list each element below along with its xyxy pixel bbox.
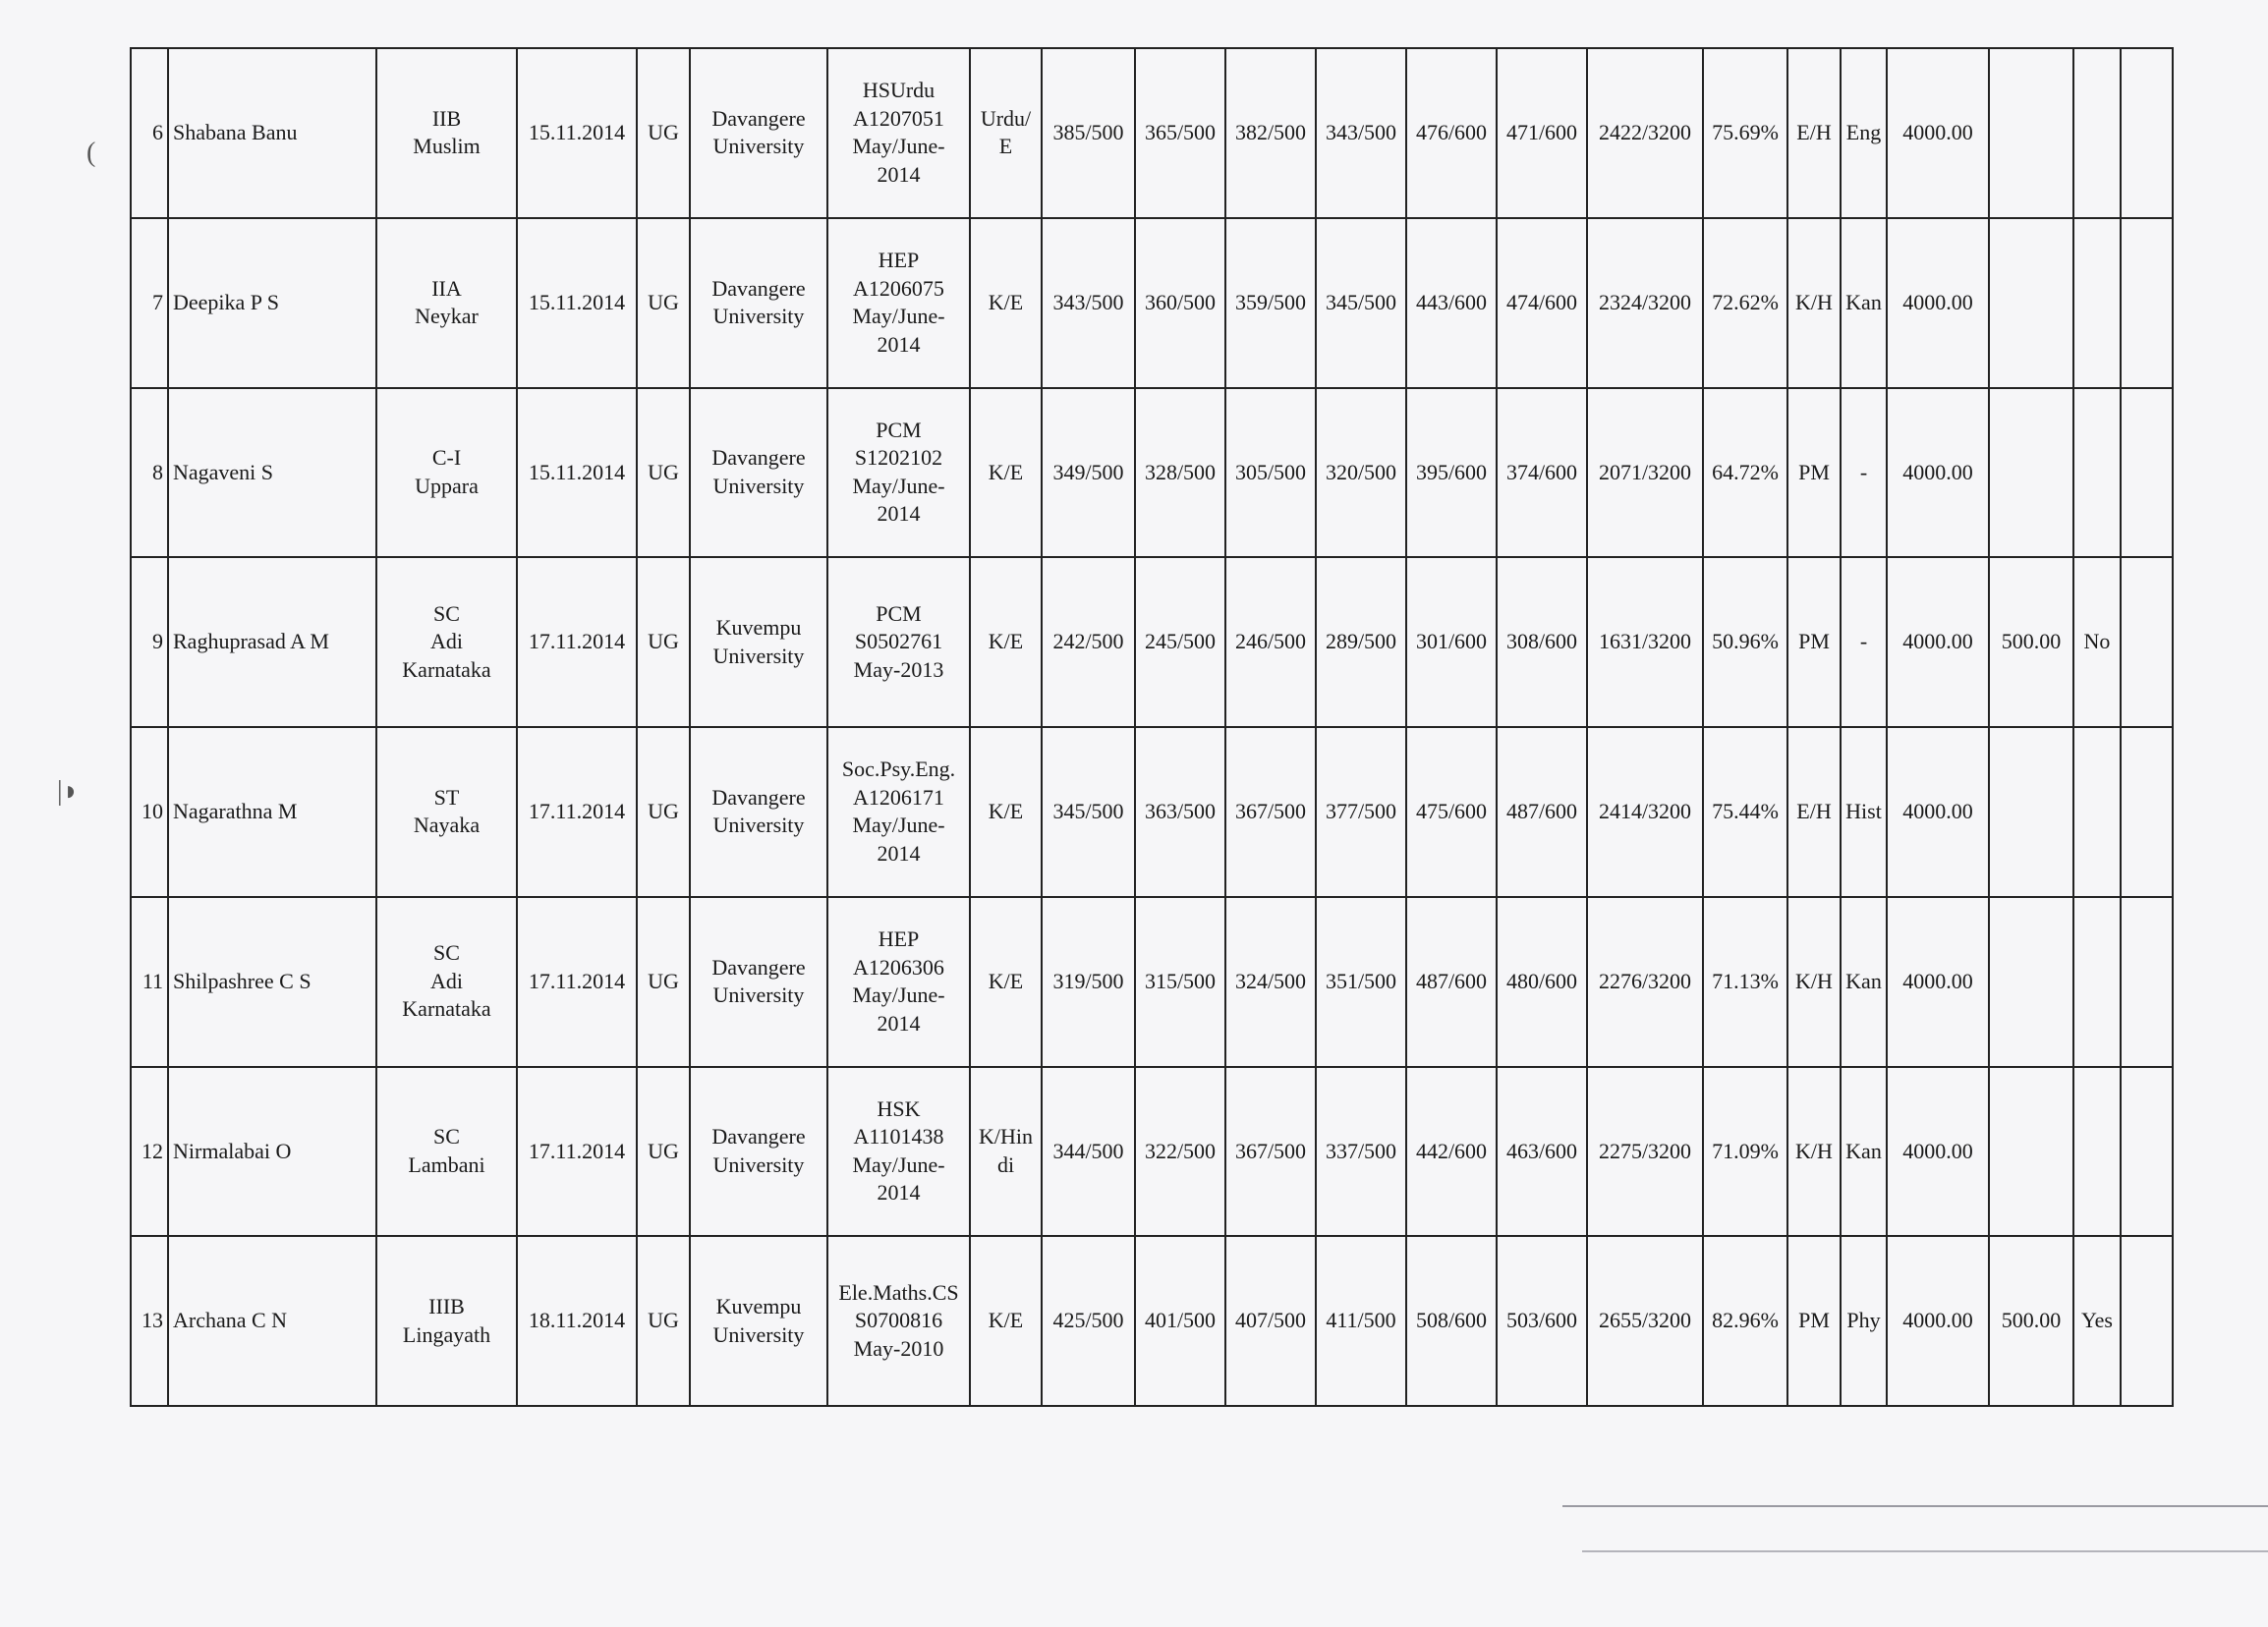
scan-artifact-line [1562, 1505, 2268, 1507]
medium-cell: K/E [970, 727, 1042, 897]
marks-cell: 322/500 [1135, 1067, 1225, 1237]
application-date-cell: 17.11.2014 [517, 727, 637, 897]
marks-cell: 365/500 [1135, 48, 1225, 218]
blank-cell [2121, 727, 2173, 897]
total-marks-cell: 2275/3200 [1587, 1067, 1703, 1237]
marks-cell: 351/500 [1316, 897, 1406, 1067]
course-details-cell: HEP A1206075 May/June- 2014 [827, 218, 970, 388]
medium-cell: K/E [970, 897, 1042, 1067]
marks-cell: 374/600 [1497, 388, 1587, 558]
subject-combination-cell: E/H [1787, 48, 1841, 218]
percentage-cell: 50.96% [1703, 557, 1787, 727]
amount-cell: 4000.00 [1887, 727, 1989, 897]
percentage-cell: 75.44% [1703, 727, 1787, 897]
marks-cell: 367/500 [1225, 1067, 1316, 1237]
marks-cell: 320/500 [1316, 388, 1406, 558]
total-marks-cell: 1631/3200 [1587, 557, 1703, 727]
serial-number-cell: 7 [131, 218, 168, 388]
university-cell: Davangere University [690, 727, 827, 897]
marks-cell: 476/600 [1406, 48, 1497, 218]
course-level-cell: UG [637, 48, 690, 218]
marks-cell: 343/500 [1316, 48, 1406, 218]
university-cell: Davangere University [690, 48, 827, 218]
university-cell: Davangere University [690, 388, 827, 558]
punch-hole-mark: |◗ [57, 776, 80, 807]
course-level-cell: UG [637, 1236, 690, 1406]
course-level-cell: UG [637, 897, 690, 1067]
amount-cell: 4000.00 [1887, 557, 1989, 727]
marks-cell: 377/500 [1316, 727, 1406, 897]
marks-cell: 345/500 [1042, 727, 1135, 897]
marks-table [130, 47, 2174, 1407]
medium-cell: K/Hin di [970, 1067, 1042, 1237]
subject-combination-cell: PM [1787, 557, 1841, 727]
marks-cell: 328/500 [1135, 388, 1225, 558]
serial-number-cell: 9 [131, 557, 168, 727]
subject-combination-cell: E/H [1787, 727, 1841, 897]
marks-cell: 503/600 [1497, 1236, 1587, 1406]
total-marks-cell: 2414/3200 [1587, 727, 1703, 897]
marks-cell: 245/500 [1135, 557, 1225, 727]
marks-cell: 308/600 [1497, 557, 1587, 727]
marks-cell: 407/500 [1225, 1236, 1316, 1406]
subject-cell: - [1841, 557, 1887, 727]
student-name-cell: Nagarathna M [168, 727, 376, 897]
marks-cell: 324/500 [1225, 897, 1316, 1067]
marks-cell: 385/500 [1042, 48, 1135, 218]
serial-number-cell: 13 [131, 1236, 168, 1406]
marks-cell: 344/500 [1042, 1067, 1135, 1237]
medium-cell: K/E [970, 388, 1042, 558]
amount-cell: 4000.00 [1887, 388, 1989, 558]
student-name-cell: Nirmalabai O [168, 1067, 376, 1237]
subject-combination-cell: PM [1787, 1236, 1841, 1406]
application-date-cell: 18.11.2014 [517, 1236, 637, 1406]
total-marks-cell: 2071/3200 [1587, 388, 1703, 558]
punch-hole-mark: ( [86, 138, 96, 168]
course-details-cell: PCM S0502761 May-2013 [827, 557, 970, 727]
marks-cell: 401/500 [1135, 1236, 1225, 1406]
marks-cell: 363/500 [1135, 727, 1225, 897]
marks-cell: 382/500 [1225, 48, 1316, 218]
medium-cell: K/E [970, 218, 1042, 388]
table-row [131, 48, 2173, 218]
student-name-cell: Shabana Banu [168, 48, 376, 218]
total-marks-cell: 2422/3200 [1587, 48, 1703, 218]
marks-cell: 315/500 [1135, 897, 1225, 1067]
extra-amount-cell [1989, 1067, 2073, 1237]
blank-cell [2121, 1067, 2173, 1237]
subject-combination-cell: K/H [1787, 897, 1841, 1067]
table-row [131, 1236, 2173, 1406]
university-cell: Davangere University [690, 1067, 827, 1237]
student-name-cell: Archana C N [168, 1236, 376, 1406]
marks-cell: 463/600 [1497, 1067, 1587, 1237]
course-details-cell: HSK A1101438 May/June- 2014 [827, 1067, 970, 1237]
subject-cell: Kan [1841, 897, 1887, 1067]
subject-cell: - [1841, 388, 1887, 558]
marks-cell: 475/600 [1406, 727, 1497, 897]
application-date-cell: 15.11.2014 [517, 218, 637, 388]
marks-cell: 474/600 [1497, 218, 1587, 388]
marks-cell: 425/500 [1042, 1236, 1135, 1406]
medium-cell: Urdu/ E [970, 48, 1042, 218]
extra-amount-cell: 500.00 [1989, 1236, 2073, 1406]
marks-cell: 289/500 [1316, 557, 1406, 727]
course-level-cell: UG [637, 557, 690, 727]
application-date-cell: 17.11.2014 [517, 557, 637, 727]
category-cell: SC Adi Karnataka [376, 557, 517, 727]
course-level-cell: UG [637, 388, 690, 558]
course-level-cell: UG [637, 1067, 690, 1237]
course-details-cell: HSUrdu A1207051 May/June- 2014 [827, 48, 970, 218]
marks-cell: 395/600 [1406, 388, 1497, 558]
extra-amount-cell [1989, 727, 2073, 897]
blank-cell [2121, 557, 2173, 727]
percentage-cell: 72.62% [1703, 218, 1787, 388]
marks-cell: 471/600 [1497, 48, 1587, 218]
percentage-cell: 71.13% [1703, 897, 1787, 1067]
student-name-cell: Deepika P S [168, 218, 376, 388]
extra-amount-cell [1989, 897, 2073, 1067]
medium-cell: K/E [970, 557, 1042, 727]
marks-cell: 305/500 [1225, 388, 1316, 558]
marks-cell: 246/500 [1225, 557, 1316, 727]
subject-cell: Eng [1841, 48, 1887, 218]
marks-cell: 359/500 [1225, 218, 1316, 388]
table-row [131, 1067, 2173, 1237]
category-cell: C-I Uppara [376, 388, 517, 558]
flag-cell [2073, 218, 2121, 388]
blank-cell [2121, 388, 2173, 558]
subject-combination-cell: K/H [1787, 1067, 1841, 1237]
amount-cell: 4000.00 [1887, 1236, 1989, 1406]
serial-number-cell: 8 [131, 388, 168, 558]
category-cell: SC Adi Karnataka [376, 897, 517, 1067]
extra-amount-cell [1989, 48, 2073, 218]
table-row [131, 557, 2173, 727]
university-cell: Davangere University [690, 218, 827, 388]
table-row [131, 218, 2173, 388]
marks-cell: 319/500 [1042, 897, 1135, 1067]
application-date-cell: 15.11.2014 [517, 48, 637, 218]
marks-cell: 411/500 [1316, 1236, 1406, 1406]
marks-cell: 345/500 [1316, 218, 1406, 388]
serial-number-cell: 6 [131, 48, 168, 218]
marks-cell: 487/600 [1497, 727, 1587, 897]
table-body [131, 48, 2173, 1406]
amount-cell: 4000.00 [1887, 897, 1989, 1067]
marks-cell: 349/500 [1042, 388, 1135, 558]
flag-cell [2073, 1067, 2121, 1237]
total-marks-cell: 2276/3200 [1587, 897, 1703, 1067]
serial-number-cell: 12 [131, 1067, 168, 1237]
course-details-cell: Ele.Maths.CS S0700816 May-2010 [827, 1236, 970, 1406]
course-level-cell: UG [637, 218, 690, 388]
total-marks-cell: 2324/3200 [1587, 218, 1703, 388]
marks-cell: 301/600 [1406, 557, 1497, 727]
marks-cell: 360/500 [1135, 218, 1225, 388]
subject-combination-cell: K/H [1787, 218, 1841, 388]
amount-cell: 4000.00 [1887, 218, 1989, 388]
blank-cell [2121, 1236, 2173, 1406]
extra-amount-cell [1989, 218, 2073, 388]
university-cell: Davangere University [690, 897, 827, 1067]
application-date-cell: 17.11.2014 [517, 897, 637, 1067]
flag-cell [2073, 727, 2121, 897]
flag-cell: No [2073, 557, 2121, 727]
category-cell: ST Nayaka [376, 727, 517, 897]
subject-combination-cell: PM [1787, 388, 1841, 558]
category-cell: IIA Neykar [376, 218, 517, 388]
serial-number-cell: 10 [131, 727, 168, 897]
scan-artifact-line [1582, 1550, 2268, 1552]
subject-cell: Kan [1841, 1067, 1887, 1237]
course-details-cell: HEP A1206306 May/June- 2014 [827, 897, 970, 1067]
marks-cell: 480/600 [1497, 897, 1587, 1067]
marks-cell: 487/600 [1406, 897, 1497, 1067]
student-name-cell: Nagaveni S [168, 388, 376, 558]
blank-cell [2121, 48, 2173, 218]
marks-cell: 242/500 [1042, 557, 1135, 727]
percentage-cell: 75.69% [1703, 48, 1787, 218]
amount-cell: 4000.00 [1887, 48, 1989, 218]
percentage-cell: 64.72% [1703, 388, 1787, 558]
application-date-cell: 15.11.2014 [517, 388, 637, 558]
flag-cell: Yes [2073, 1236, 2121, 1406]
flag-cell [2073, 897, 2121, 1067]
table-row [131, 897, 2173, 1067]
flag-cell [2073, 388, 2121, 558]
serial-number-cell: 11 [131, 897, 168, 1067]
marks-cell: 343/500 [1042, 218, 1135, 388]
extra-amount-cell: 500.00 [1989, 557, 2073, 727]
category-cell: IIB Muslim [376, 48, 517, 218]
course-details-cell: Soc.Psy.Eng. A1206171 May/June- 2014 [827, 727, 970, 897]
application-date-cell: 17.11.2014 [517, 1067, 637, 1237]
student-name-cell: Shilpashree C S [168, 897, 376, 1067]
blank-cell [2121, 218, 2173, 388]
marks-cell: 367/500 [1225, 727, 1316, 897]
university-cell: Kuvempu University [690, 1236, 827, 1406]
marks-cell: 443/600 [1406, 218, 1497, 388]
percentage-cell: 82.96% [1703, 1236, 1787, 1406]
percentage-cell: 71.09% [1703, 1067, 1787, 1237]
course-level-cell: UG [637, 727, 690, 897]
blank-cell [2121, 897, 2173, 1067]
student-name-cell: Raghuprasad A M [168, 557, 376, 727]
extra-amount-cell [1989, 388, 2073, 558]
subject-cell: Kan [1841, 218, 1887, 388]
total-marks-cell: 2655/3200 [1587, 1236, 1703, 1406]
university-cell: Kuvempu University [690, 557, 827, 727]
category-cell: IIIB Lingayath [376, 1236, 517, 1406]
table-row [131, 388, 2173, 558]
medium-cell: K/E [970, 1236, 1042, 1406]
category-cell: SC Lambani [376, 1067, 517, 1237]
marks-cell: 337/500 [1316, 1067, 1406, 1237]
subject-cell: Phy [1841, 1236, 1887, 1406]
table-row [131, 727, 2173, 897]
amount-cell: 4000.00 [1887, 1067, 1989, 1237]
course-details-cell: PCM S1202102 May/June- 2014 [827, 388, 970, 558]
marks-cell: 508/600 [1406, 1236, 1497, 1406]
subject-cell: Hist [1841, 727, 1887, 897]
flag-cell [2073, 48, 2121, 218]
marks-cell: 442/600 [1406, 1067, 1497, 1237]
